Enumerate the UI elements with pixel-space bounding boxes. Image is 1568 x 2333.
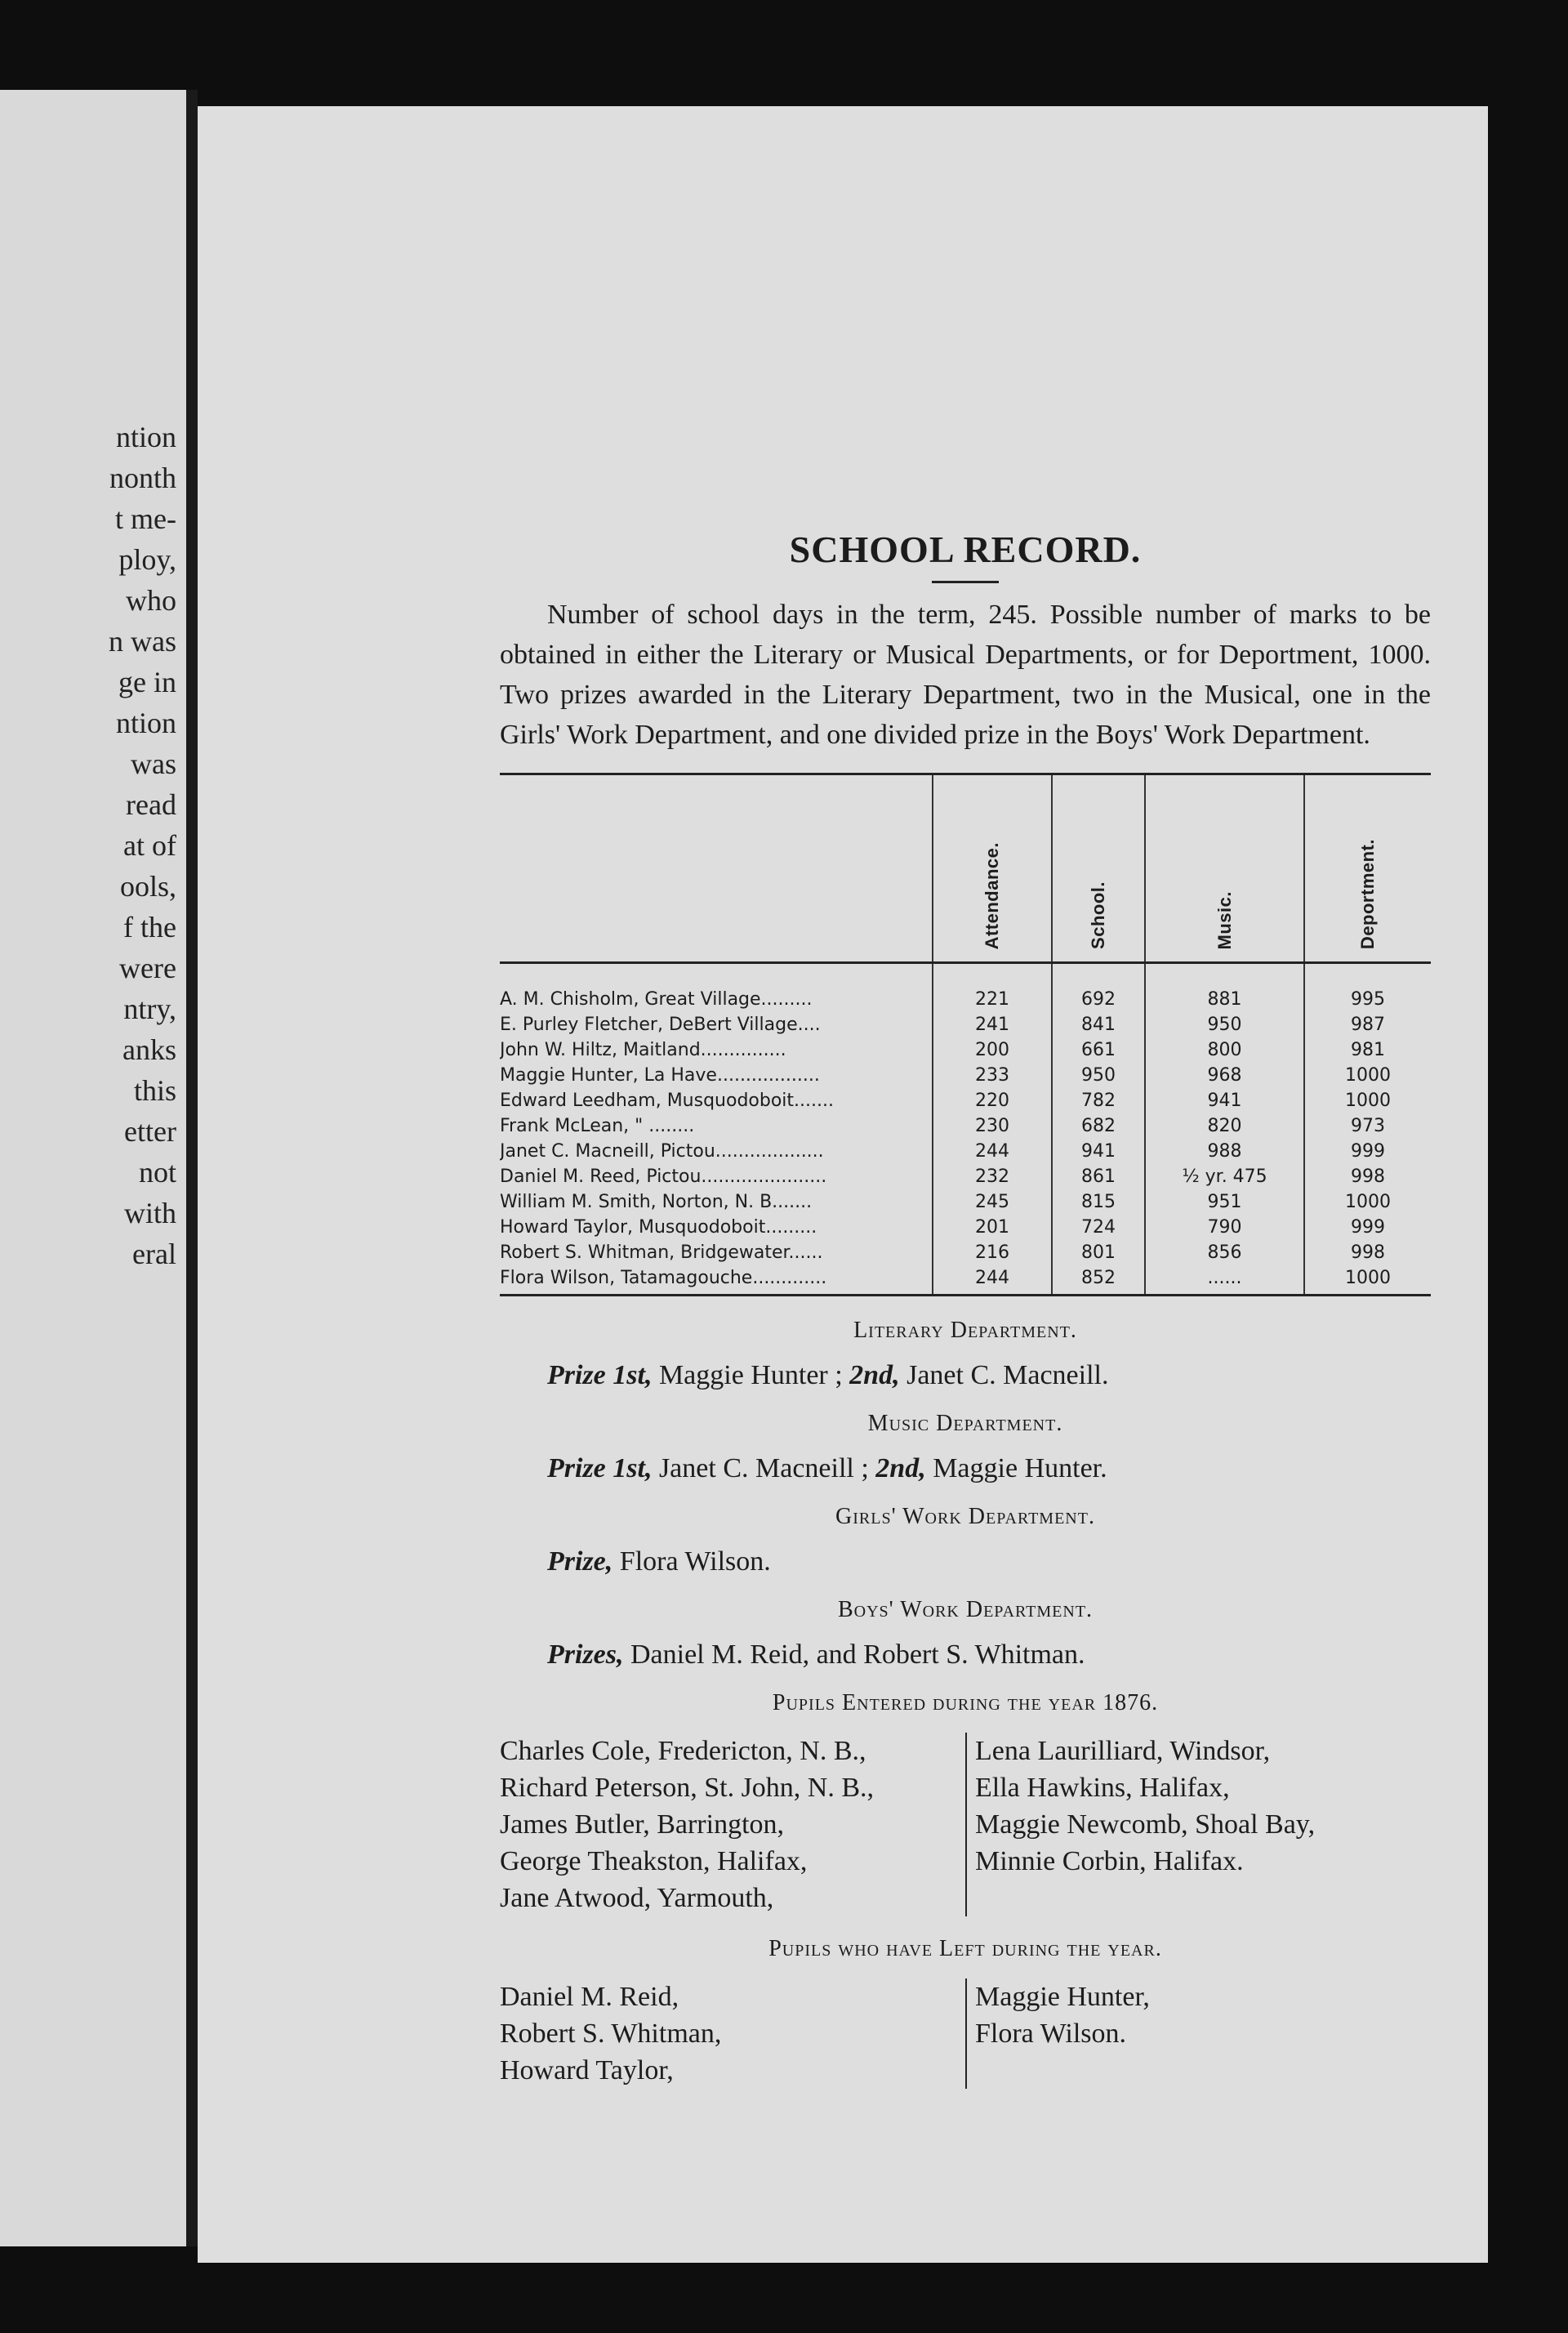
document-page	[198, 106, 1488, 2263]
literary-department-heading: Literary Department.	[853, 1318, 1077, 1343]
book-gutter	[186, 90, 198, 2246]
pupils-left-list	[500, 1978, 1431, 2089]
table-row	[500, 1088, 1431, 1113]
pupil-list-item: Richard Peterson, St. John, N. B.,	[500, 1773, 875, 1803]
pupil-name-cell: Flora Wilson, Tatamagouche.............	[500, 1268, 827, 1288]
attendance-cell: 230	[933, 1113, 1052, 1139]
name-column-header	[500, 774, 933, 963]
school-cell: 852	[1052, 1265, 1145, 1296]
school-cell: 692	[1052, 963, 1145, 1013]
school-record-table	[500, 773, 1431, 1296]
left-page	[0, 90, 186, 2246]
pupil-name-cell: Edward Leedham, Musquodoboit.......	[500, 1091, 834, 1111]
music-cell: 968	[1145, 1063, 1304, 1088]
pupil-list-item: Maggie Hunter,	[975, 1982, 1150, 2012]
pupils-left-left-column	[500, 1978, 965, 2089]
left-page-text-fragment: not	[138, 1156, 176, 1189]
table-row	[500, 1265, 1431, 1296]
title-rule	[932, 581, 999, 583]
deportment-cell: 998	[1304, 1164, 1431, 1189]
prize-label: Prizes,	[547, 1639, 624, 1670]
left-page-text-fragment: read	[126, 788, 176, 821]
pupil-name-cell: Frank McLean, " ........	[500, 1116, 695, 1136]
pupil-name-cell: William M. Smith, Norton, N. B.......	[500, 1192, 813, 1212]
page-title: SCHOOL RECORD.	[789, 529, 1142, 570]
school-cell: 950	[1052, 1063, 1145, 1088]
table-row	[500, 1113, 1431, 1139]
left-page-text-fragment: n was	[109, 625, 176, 658]
pupil-list-item: Ella Hawkins, Halifax,	[975, 1773, 1230, 1803]
attendance-cell: 221	[933, 963, 1052, 1013]
music-cell: 950	[1145, 1012, 1304, 1037]
page-content	[500, 528, 1431, 2089]
pupil-name-cell: E. Purley Fletcher, DeBert Village....	[500, 1015, 821, 1035]
prize-label: Prize 1st,	[547, 1453, 653, 1483]
school-cell: 941	[1052, 1139, 1145, 1164]
pupil-list-item: Minnie Corbin, Halifax.	[975, 1846, 1244, 1876]
prize-label: Prize 1st,	[547, 1360, 653, 1390]
table-row	[500, 1037, 1431, 1063]
attendance-cell: 244	[933, 1265, 1052, 1296]
prize-winner: Maggie Hunter ;	[652, 1360, 850, 1390]
left-page-text-fragment: ge in	[118, 666, 176, 698]
table-row	[500, 1240, 1431, 1265]
pupil-list-item: George Theakston, Halifax,	[500, 1846, 808, 1876]
attendance-cell: 232	[933, 1164, 1052, 1189]
pupil-name-cell: Howard Taylor, Musquodoboit.........	[500, 1217, 817, 1238]
pupil-list-item: Howard Taylor,	[500, 2055, 674, 2085]
pupil-list-item: James Butler, Barrington,	[500, 1809, 785, 1840]
table-row	[500, 1215, 1431, 1240]
attendance-cell: 200	[933, 1037, 1052, 1063]
music-column-header: Music.	[1145, 774, 1304, 963]
music-cell: 820	[1145, 1113, 1304, 1139]
pupil-list-item: Robert S. Whitman,	[500, 2019, 722, 2049]
boys-work-prize-line	[547, 1639, 1431, 1671]
table-row	[500, 1189, 1431, 1215]
table-body	[500, 963, 1431, 1296]
left-page-text-fragment: this	[133, 1074, 176, 1107]
attendance-column-header: Attendance.	[933, 774, 1052, 963]
music-cell: 856	[1145, 1240, 1304, 1265]
music-cell: 790	[1145, 1215, 1304, 1240]
girls-work-prize-line	[547, 1546, 1431, 1577]
left-page-text-fragment: anks	[122, 1033, 176, 1066]
music-cell: 881	[1145, 963, 1304, 1013]
school-cell: 815	[1052, 1189, 1145, 1215]
literary-prize-line	[547, 1360, 1431, 1391]
prize-label: 2nd,	[849, 1360, 900, 1390]
left-page-text-fragment: were	[119, 952, 176, 984]
attendance-cell: 241	[933, 1012, 1052, 1037]
left-page-text-fragment: who	[126, 584, 176, 617]
music-cell: ......	[1145, 1265, 1304, 1296]
left-page-text-fragment: was	[131, 747, 176, 780]
attendance-cell: 201	[933, 1215, 1052, 1240]
attendance-cell: 220	[933, 1088, 1052, 1113]
music-cell: ½ yr. 475	[1145, 1164, 1304, 1189]
pupil-name-cell: John W. Hiltz, Maitland...............	[500, 1040, 786, 1060]
left-page-text-fragment: nonth	[109, 462, 176, 494]
deportment-cell: 987	[1304, 1012, 1431, 1037]
music-cell: 941	[1145, 1088, 1304, 1113]
left-page-text-fragment: with	[123, 1197, 176, 1229]
left-page-text-fragment: ntion	[115, 421, 176, 453]
girls-work-department-heading: Girls' Work Department.	[835, 1504, 1095, 1529]
left-page-text-fragment: f the	[123, 911, 176, 943]
pupil-list-item: Jane Atwood, Yarmouth,	[500, 1883, 774, 1913]
deportment-column-header: Deportment.	[1304, 774, 1431, 963]
attendance-cell: 233	[933, 1063, 1052, 1088]
pupil-list-item: Maggie Newcomb, Shoal Bay,	[975, 1809, 1316, 1840]
pupil-list-item: Flora Wilson.	[975, 2019, 1127, 2049]
prize-label: Prize,	[547, 1546, 613, 1577]
prize-winner: Janet C. Macneill ;	[652, 1453, 876, 1483]
table-row	[500, 1164, 1431, 1189]
table-row	[500, 1139, 1431, 1164]
prize-label: 2nd,	[875, 1453, 926, 1483]
left-page-fragments	[54, 417, 176, 1274]
table-row	[500, 963, 1431, 1013]
deportment-cell: 1000	[1304, 1189, 1431, 1215]
deportment-cell: 999	[1304, 1215, 1431, 1240]
left-page-text-fragment: eral	[132, 1238, 176, 1270]
school-cell: 801	[1052, 1240, 1145, 1265]
music-cell: 988	[1145, 1139, 1304, 1164]
school-cell: 661	[1052, 1037, 1145, 1063]
boys-work-department-heading: Boys' Work Department.	[837, 1597, 1094, 1622]
music-prize-line	[547, 1453, 1431, 1484]
deportment-cell: 998	[1304, 1240, 1431, 1265]
prize-winner: Flora Wilson.	[612, 1546, 771, 1577]
school-cell: 682	[1052, 1113, 1145, 1139]
pupils-entered-list	[500, 1733, 1431, 1916]
table-row	[500, 1063, 1431, 1088]
deportment-cell: 973	[1304, 1113, 1431, 1139]
left-page-text-fragment: ntry,	[123, 993, 176, 1025]
left-page-text-fragment: ntion	[115, 707, 176, 739]
left-page-text-fragment: ools,	[119, 870, 176, 903]
school-cell: 782	[1052, 1088, 1145, 1113]
music-cell: 951	[1145, 1189, 1304, 1215]
school-column-header: School.	[1052, 774, 1145, 963]
left-page-text-fragment: ploy,	[118, 543, 176, 576]
pupil-name-cell: Janet C. Macneill, Pictou...................	[500, 1141, 824, 1162]
deportment-cell: 1000	[1304, 1088, 1431, 1113]
prize-winner: Maggie Hunter.	[925, 1453, 1107, 1483]
pupils-left-right-column	[965, 1978, 1150, 2089]
left-page-text-fragment: at of	[123, 829, 176, 862]
school-cell: 861	[1052, 1164, 1145, 1189]
pupils-entered-right-column	[965, 1733, 1315, 1916]
pupils-entered-left-column	[500, 1733, 965, 1916]
table-row	[500, 1012, 1431, 1037]
pupils-left-heading: Pupils who have Left during the year.	[768, 1936, 1162, 1961]
left-page-text-fragment: t me-	[115, 502, 176, 535]
table-header-row	[500, 774, 1431, 963]
music-department-heading: Music Department.	[867, 1411, 1063, 1436]
prize-winner: Daniel M. Reid, and Robert S. Whitman.	[623, 1639, 1085, 1670]
deportment-cell: 995	[1304, 963, 1431, 1013]
deportment-cell: 981	[1304, 1037, 1431, 1063]
school-cell: 724	[1052, 1215, 1145, 1240]
attendance-cell: 244	[933, 1139, 1052, 1164]
attendance-cell: 245	[933, 1189, 1052, 1215]
pupil-list-item: Lena Laurilliard, Windsor,	[975, 1736, 1271, 1766]
deportment-cell: 1000	[1304, 1063, 1431, 1088]
music-cell: 800	[1145, 1037, 1304, 1063]
pupil-list-item: Charles Cole, Fredericton, N. B.,	[500, 1736, 866, 1766]
left-page-text-fragment: etter	[124, 1115, 176, 1148]
pupil-name-cell: Maggie Hunter, La Have..................	[500, 1065, 820, 1086]
deportment-cell: 999	[1304, 1139, 1431, 1164]
deportment-cell: 1000	[1304, 1265, 1431, 1296]
pupil-name-cell: Daniel M. Reed, Pictou......................	[500, 1166, 827, 1187]
attendance-cell: 216	[933, 1240, 1052, 1265]
pupil-list-item: Daniel M. Reid,	[500, 1982, 679, 2012]
school-cell: 841	[1052, 1012, 1145, 1037]
intro-paragraph: Number of school days in the term, 245. Possible number of marks to be obtained in either the Literary or Musical Departments, or for Deportment, 1000. Two prizes awarded in the Literary Department, two in the Musical, one in the Girls' Work Department, and one divided prize in the Boys' Work Department.	[500, 600, 1431, 750]
pupils-entered-heading: Pupils Entered during the year 1876.	[772, 1690, 1159, 1715]
prize-winner: Janet C. Macneill.	[899, 1360, 1109, 1390]
pupil-name-cell: Robert S. Whitman, Bridgewater......	[500, 1242, 823, 1263]
pupil-name-cell: A. M. Chisholm, Great Village.........	[500, 989, 813, 1010]
